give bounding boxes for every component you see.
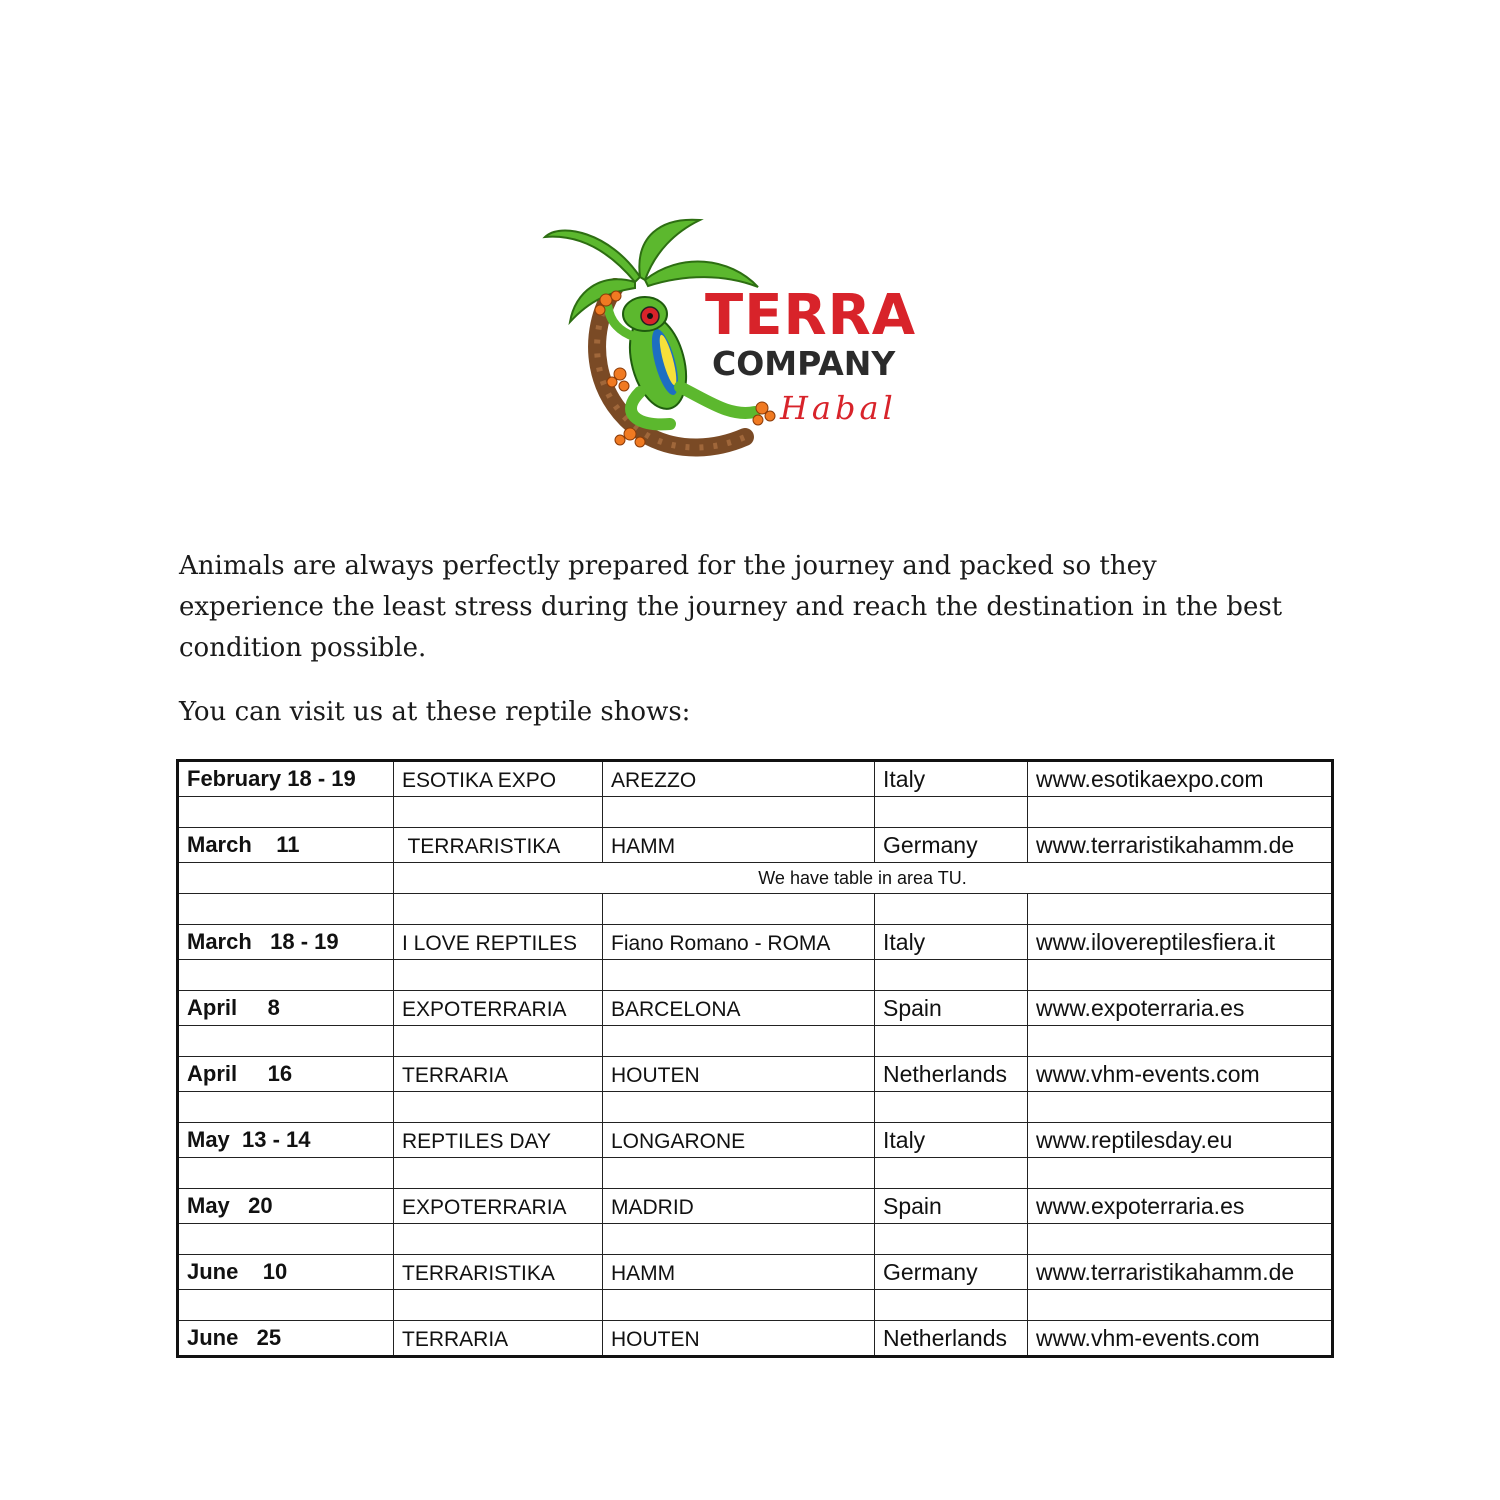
show-website[interactable]: www.expoterraria.es: [1028, 1189, 1333, 1224]
spacer-row: [178, 894, 1333, 925]
show-name: TERRARISTIKA: [394, 1255, 603, 1290]
table-row: [178, 1321, 1333, 1357]
show-date: June 10: [178, 1255, 394, 1290]
show-name: EXPOTERRARIA: [394, 1189, 603, 1224]
show-city: HAMM: [603, 828, 875, 863]
show-country: Spain: [875, 991, 1028, 1026]
show-name: ESOTIKA EXPO: [394, 761, 603, 797]
logo-company-text: COMPANY: [712, 344, 896, 383]
show-country: Germany: [875, 1255, 1028, 1290]
show-website[interactable]: www.ilovereptilesfiera.it: [1028, 925, 1333, 960]
show-name: EXPOTERRARIA: [394, 991, 603, 1026]
show-name: I LOVE REPTILES: [394, 925, 603, 960]
show-city: AREZZO: [603, 761, 875, 797]
show-date: March 18 - 19: [178, 925, 394, 960]
show-name: REPTILES DAY: [394, 1123, 603, 1158]
show-website[interactable]: www.terraristikahamm.de: [1028, 828, 1333, 863]
show-name: TERRARISTIKA: [394, 828, 603, 863]
show-city: LONGARONE: [603, 1123, 875, 1158]
show-country: Netherlands: [875, 1321, 1028, 1357]
show-country: Germany: [875, 828, 1028, 863]
table-row: [178, 1123, 1333, 1158]
table-row: [178, 828, 1333, 863]
show-city: Fiano Romano - ROMA: [603, 925, 875, 960]
reptile-shows-table: [176, 759, 1334, 1358]
show-date: May 20: [178, 1189, 394, 1224]
table-row: [178, 1189, 1333, 1224]
spacer-row: [178, 1158, 1333, 1189]
show-country: Spain: [875, 1189, 1028, 1224]
intro-paragraph: Animals are always perfectly prepared for the journey and packed so they experience the least stress during the journey and reach the destination in the best condition possible.: [179, 551, 1283, 663]
show-date: May 13 - 14: [178, 1123, 394, 1158]
spacer-row: [178, 1290, 1333, 1321]
show-city: BARCELONA: [603, 991, 875, 1026]
spacer-row: [178, 1026, 1333, 1057]
table-row: [178, 761, 1333, 797]
spacer-row: [178, 797, 1333, 828]
show-city: HAMM: [603, 1255, 875, 1290]
show-city: HOUTEN: [603, 1057, 875, 1092]
table-row: [178, 1057, 1333, 1092]
show-date: March 11: [178, 828, 394, 863]
table-row: [178, 1255, 1333, 1290]
show-name: TERRARIA: [394, 1321, 603, 1357]
show-website[interactable]: www.vhm-events.com: [1028, 1321, 1333, 1357]
table-row: [178, 991, 1333, 1026]
show-country: Italy: [875, 761, 1028, 797]
show-date: June 25: [178, 1321, 394, 1357]
show-country: Netherlands: [875, 1057, 1028, 1092]
show-date: February 18 - 19: [178, 761, 394, 797]
visit-paragraph: You can visit us at these reptile shows:: [179, 697, 691, 727]
show-date: April 8: [178, 991, 394, 1026]
spacer-row: [178, 1092, 1333, 1123]
terra-company-logo: [540, 212, 930, 457]
show-date: April 16: [178, 1057, 394, 1092]
logo-terra-text: TERRA: [705, 283, 917, 348]
show-website[interactable]: www.reptilesday.eu: [1028, 1123, 1333, 1158]
show-country: Italy: [875, 1123, 1028, 1158]
show-city: HOUTEN: [603, 1321, 875, 1357]
note-row: [178, 863, 1333, 894]
show-name: TERRARIA: [394, 1057, 603, 1092]
spacer-row: [178, 960, 1333, 991]
show-website[interactable]: www.expoterraria.es: [1028, 991, 1333, 1026]
show-note: We have table in area TU.: [394, 863, 1333, 894]
spacer-row: [178, 1224, 1333, 1255]
show-website[interactable]: www.vhm-events.com: [1028, 1057, 1333, 1092]
table-row: [178, 925, 1333, 960]
show-website[interactable]: www.esotikaexpo.com: [1028, 761, 1333, 797]
logo-habal-text: Habal: [780, 389, 897, 427]
show-city: MADRID: [603, 1189, 875, 1224]
show-country: Italy: [875, 925, 1028, 960]
show-website[interactable]: www.terraristikahamm.de: [1028, 1255, 1333, 1290]
